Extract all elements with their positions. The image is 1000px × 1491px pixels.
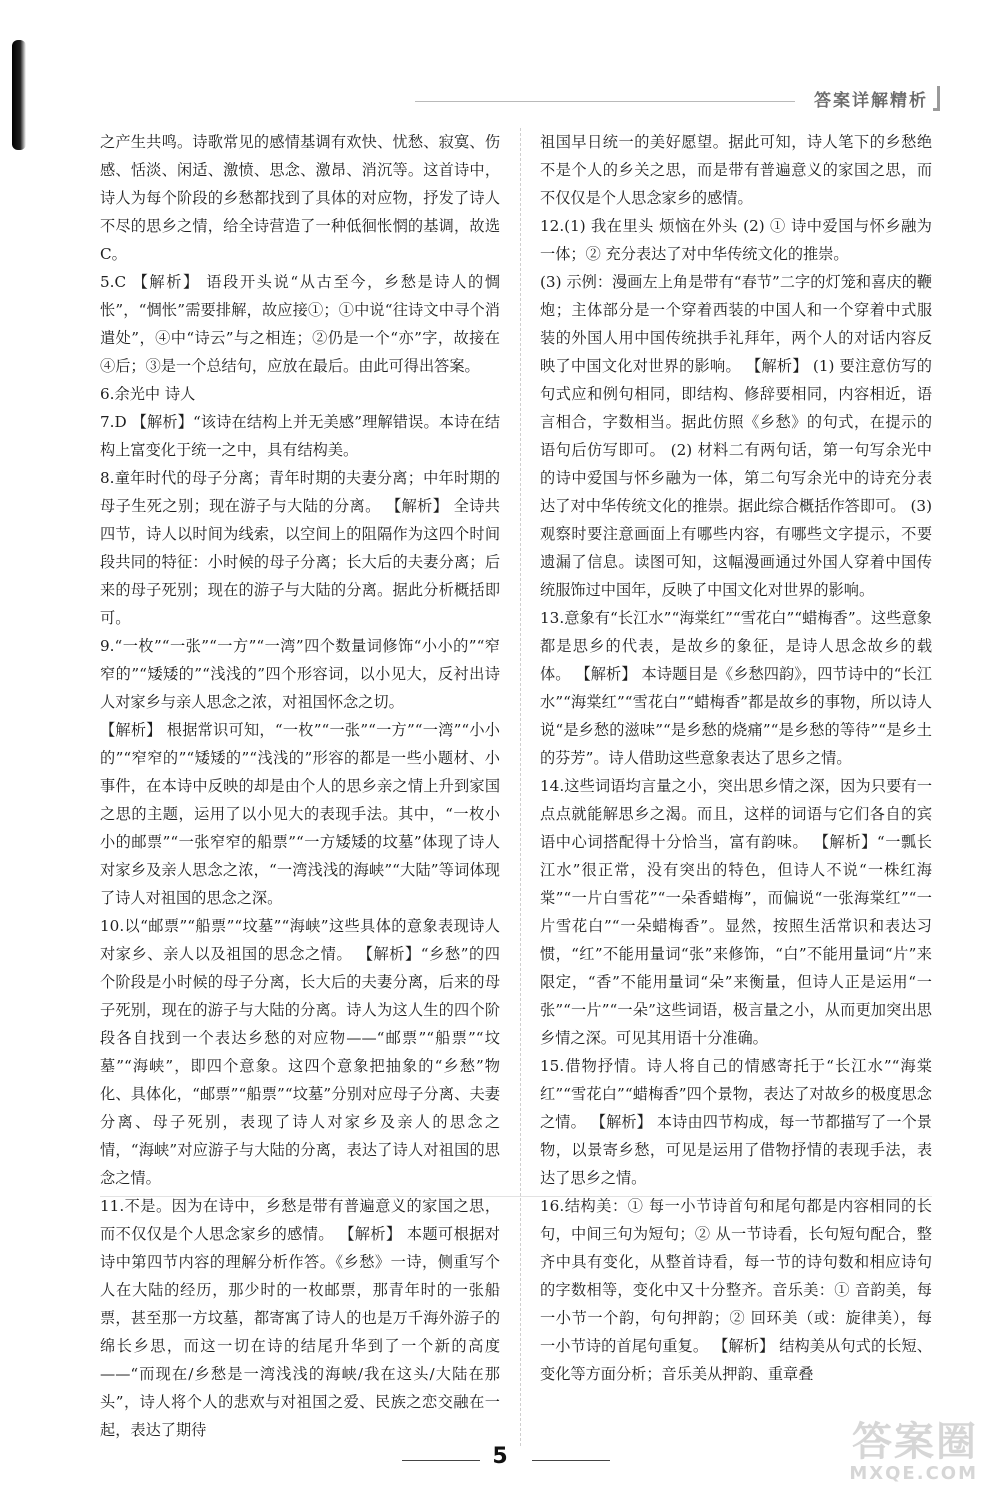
answer-item [100, 632, 500, 716]
answer-item [540, 268, 932, 604]
answer-item [100, 268, 500, 380]
answer-item [100, 408, 500, 464]
answer-text: (1) 我在里头 烦恼在外头 (2) ① 诗中爱国与怀乡融为一体；② 充分表达了对中华传统文化的推崇。 [540, 217, 932, 263]
answer-text: C 【解析】 语段开头说“从古至今，乡愁是诗人的惆怅”，“惆怅”需要排解，故应接①；①中说“往诗文中寻个消遣处”，④中“诗云”与之相连；②仍是一个“亦”字，故接在④后；③是一个总结句，应放在最后。由此可得出答案。 [100, 273, 500, 375]
watermark [788, 1420, 978, 1490]
answer-text: 之产生共鸣。诗歌常见的感情基调有欢快、忧愁、寂寞、伤感、恬淡、闲适、激愤、思念、激昂、消沉等。这首诗中，诗人为每个阶段的乡愁都找到了具体的对应物，抒发了诗人不尽的思乡之情，给全诗营造了一种低徊怅惘的基调，故选C。 [100, 133, 500, 263]
answer-number: 7. [100, 413, 115, 431]
answer-number: 6. [100, 385, 115, 403]
answer-item [540, 1192, 932, 1388]
answer-item [100, 128, 500, 268]
watermark-logo-text: 答案圈 [852, 1419, 978, 1465]
page-number-rule-right [532, 1460, 610, 1461]
header-bracket [933, 86, 940, 111]
answer-item [100, 912, 500, 1192]
answer-number: 8. [100, 469, 115, 487]
answer-text: 这些词语均言量之小，突出思乡情之深，因为只要有一点点就能解思乡之渴。而且，这样的词语与它们各自的宾语中心词搭配得十分恰当，富有韵味。 【解析】“一瓢长江水”很正常，没有突出的特色，但诗人不说“一株红海棠”“一片白雪花”“一朵香蜡梅”，而偏说“一张海棠红”“一片雪花白”“一朵蜡梅香”。显然，按照生活常识和表达习惯，“红”不能用量词“张”来修饰，“白”不能用量词“片”来限定，“香”不能用量词“朵”来衡量，但诗人正是运用“一张”“一片”“一朵”这些词语，极言量之小，从而更加突出思乡情之深。可见其用语十分准确。 [540, 777, 932, 1047]
answer-item [540, 128, 932, 212]
watermark-site: MXQE.COM [849, 1463, 978, 1484]
answer-text: 不是。因为在诗中，乡愁是带有普遍意义的家国之思，而不仅仅是个人思念家乡的感情。 【解析】 本题可根据对诗中第四节内容的理解分析作答。《乡愁》一诗，侧重写个人在大陆的经历，那少时的一枚邮票，那青年时的一张船票，甚至那一方坟墓，都寄寓了诗人的也是万千海外游子的绵长乡思，而这一切在诗的结尾升华到了一个新的高度——“而现在/乡愁是一湾浅浅的海峡/我在这头/大陆在那头”，诗人将个人的悲欢与对祖国之爱、民族之恋交融在一起，表达了期待 [100, 1197, 500, 1439]
answer-text: 意象有“长江水”“海棠红”“雪花白”“蜡梅香”。这些意象都是思乡的代表，是故乡的象征，是诗人思念故乡的载体。 【解析】 本诗题目是《乡愁四韵》，四节诗中的“长江水”“海棠红”“雪花白”“蜡梅香”都是故乡的事物，所以诗人说“是乡愁的滋味”“是乡愁的烧痛”“是乡愁的等待”“是乡土的芬芳”。诗人借助这些意象表达了思乡之情。 [540, 609, 932, 767]
answer-text: 借物抒情。诗人将自己的情感寄托于“长江水”“海棠红”“雪花白”“蜡梅香”四个景物，表达了对故乡的极度思念之情。 【解析】 本诗由四节构成，每一节都描写了一个景物，以景寄乡愁，可见是运用了借物抒情的表现手法，表达了思乡之情。 [540, 1057, 932, 1187]
answer-text: (3) 示例：漫画左上角是带有“春节”二字的灯笼和喜庆的鞭炮；主体部分是一个穿着西装的中国人和一个穿着中式服装的外国人用中国传统拱手礼拜年，两个人的对话内容反映了中国文化对世界的影响。 【解析】 (1) 要注意仿写的句式应和例句相同，即结构、修辞要相同，内容相近，语言相合，字数相当。据此仿照《乡愁》的句式，在提示的语句后仿写即可。 (2) 材料二有两句话，第一句写余光中的诗中爱国与怀乡融为一体，第二句写余光中的诗充分表达了对中华传统文化的推崇。据此综合概括作答即可。 (3) 观察时要注意画面上有哪些内容，有哪些文字提示，不要遗漏了信息。读图可知，这幅漫画通过外国人穿着中国传统服饰过中国年，反映了中国文化对世界的影响。 [540, 273, 932, 599]
answer-item [100, 1192, 500, 1444]
page-number: 5 [492, 1444, 508, 1469]
answer-item [540, 212, 932, 268]
answer-item [540, 1052, 932, 1192]
answer-number: 13. [540, 609, 565, 627]
answer-number: 15. [540, 1057, 565, 1075]
left-column [100, 128, 500, 1444]
header-title: 答案详解精析 [814, 91, 928, 111]
column-separator [520, 128, 521, 1446]
answer-text: “一枚”“一张”“一方”“一湾”四个数量词修饰“小小的”“窄窄的”“矮矮的”“浅浅的”四个形容词，以小见大，反衬出诗人对家乡与亲人思念之浓，对祖国怀念之切。 [100, 637, 500, 711]
answer-number: 14. [540, 777, 565, 795]
answer-number: 16. [540, 1197, 565, 1215]
answer-text: D 【解析】“该诗在结构上并无美感”理解错误。本诗在结构上富变化于统一之中，具有结构美。 [100, 413, 500, 459]
answer-number: 5. [100, 273, 115, 291]
answer-text: 余光中 诗人 [114, 385, 196, 403]
section-rule [100, 1196, 932, 1197]
answer-number: 10. [100, 917, 125, 935]
answer-text: 祖国早日统一的美好愿望。据此可知，诗人笔下的乡愁绝不是个人的乡关之思，而是带有普遍意义的家国之思，而不仅仅是个人思念家乡的感情。 [540, 133, 932, 207]
binding-mark [12, 40, 26, 150]
answer-item [100, 380, 500, 408]
answer-text: 【解析】 根据常识可知，“一枚”“一张”“一方”“一湾”“小小的”“窄窄的”“矮矮的”“浅浅的”形容的都是一些小题材、小事件，在本诗中反映的却是由个人的思乡亲之情上升到家国之思的主题，运用了以小见大的表现手法。其中，“一枚小小的邮票”“一张窄窄的船票”“一方矮矮的坟墓”体现了诗人对家乡及亲人思念之浓，“一湾浅浅的海峡”“大陆”等词体现了诗人对祖国的思念之深。 [100, 721, 500, 907]
answer-text: 以“邮票”“船票”“坟墓”“海峡”这些具体的意象表现诗人对家乡、亲人以及祖国的思念之情。 【解析】“乡愁”的四个阶段是小时候的母子分离，长大后的夫妻分离，后来的母子死别，现在的游子与大陆的分离。诗人为这人生的四个阶段各自找到一个表达乡愁的对应物——“邮票”“船票”“坟墓”“海峡”，即四个意象。这四个意象把抽象的“乡愁”物化、具体化，“邮票”“船票”“坟墓”分别对应母子分离、夫妻分离、母子死别，表现了诗人对家乡及亲人的思念之情，“海峡”对应游子与大陆的分离，表达了诗人对祖国的思念之情。 [100, 917, 500, 1187]
answer-number: 12. [540, 217, 565, 235]
answer-text: 童年时代的母子分离；青年时期的夫妻分离；中年时期的母子生死之别；现在游子与大陆的分离。 【解析】 全诗共四节，诗人以时间为线索，以空间上的阻隔作为这四个时间段共同的特征：小时候的母子分离；长大后的夫妻分离；后来的母子死别；现在的游子与大陆的分离。据此分析概括即可。 [100, 469, 500, 627]
answer-item [540, 604, 932, 772]
answer-number: 9. [100, 637, 115, 655]
answer-item [100, 464, 500, 632]
right-column [540, 128, 932, 1388]
header-rule [415, 101, 795, 102]
answer-item [100, 716, 500, 912]
answer-number: 11. [100, 1197, 125, 1215]
answer-text: 结构美：① 每一小节诗首句和尾句都是内容相同的长句，中间三句为短句；② 从一节诗看，长句短句配合，整齐中具有变化，从整首诗看，每一节的诗句数和相应诗句的字数相等，变化中又十分整齐。音乐美：① 音韵美，每一小节一个韵，句句押韵；② 回环美（或：旋律美），每一小节诗的首尾句重复。 【解析】 结构美从句式的长短、变化等方面分析；音乐美从押韵、重章叠 [540, 1197, 932, 1383]
answer-item [540, 772, 932, 1052]
